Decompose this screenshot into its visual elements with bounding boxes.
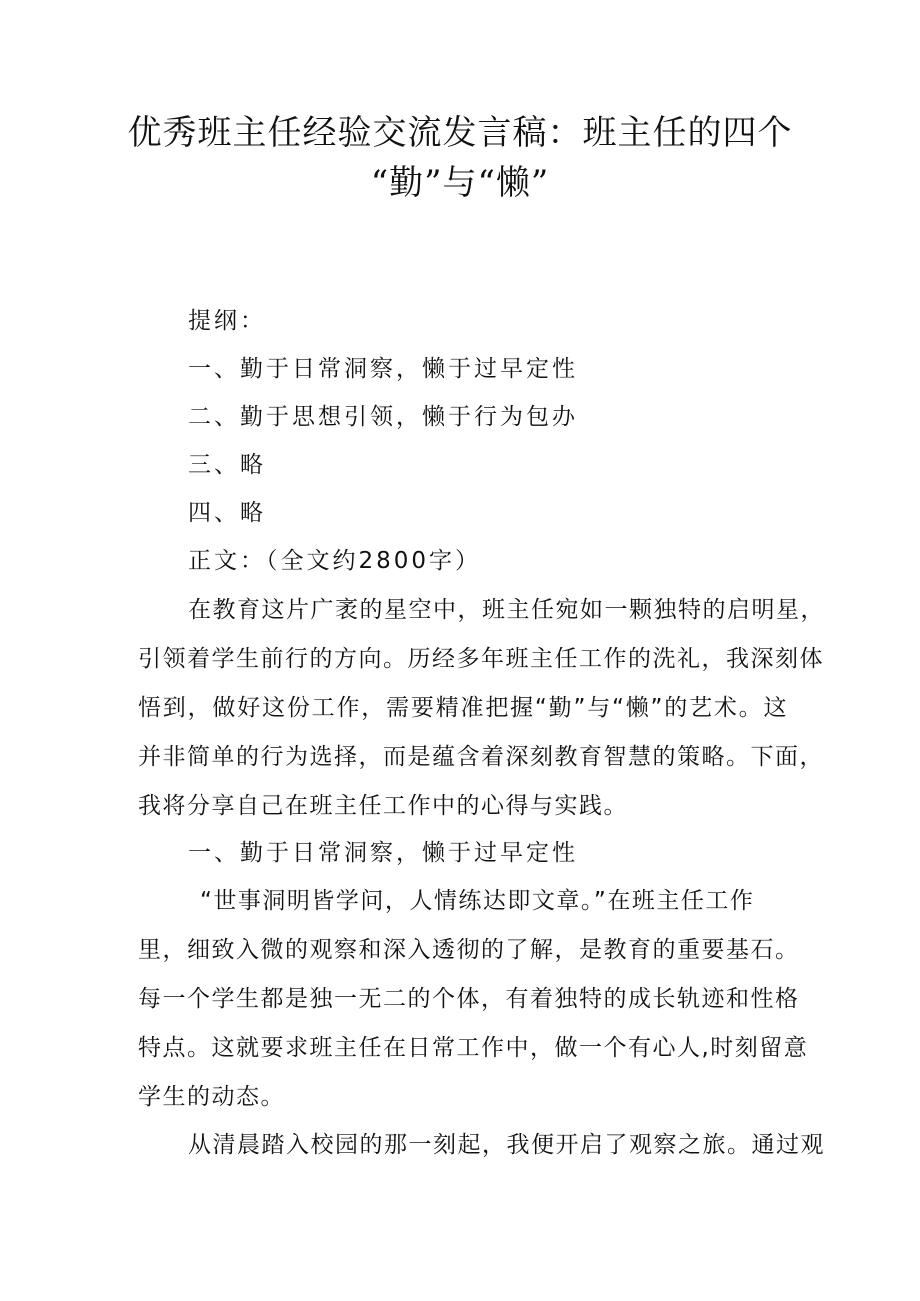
outline-item-3: 三、略 xyxy=(188,452,266,478)
section1-line-2: 里，细致入微的观察和深入透彻的了解，是教育的重要基石。 xyxy=(138,937,800,963)
section1-heading: 一、勤于日常洞察，懒于过早定性 xyxy=(188,840,578,866)
section1-line-4: 特点。这就要求班主任在日常工作中，做一个有心人,时刻留意 xyxy=(138,1035,809,1061)
intro-line-2: 引领着学生前行的方向。历经多年班主任工作的洗礼，我深刻体 xyxy=(138,646,824,672)
section1-line-1: “世事洞明皆学问，人情练达即文章。”在班主任工作 xyxy=(200,888,755,914)
section1-next-line: 从清晨踏入校园的那一刻起，我便开启了观察之旅。通过观 xyxy=(188,1132,825,1158)
outline-item-4: 四、略 xyxy=(188,500,266,526)
document-title-line-2: “勤”与“懒” xyxy=(370,163,550,203)
body-label: 正文：（全文约2800字） xyxy=(188,548,482,574)
outline-heading: 提纲： xyxy=(188,308,266,334)
document-title-line-1: 优秀班主任经验交流发言稿：班主任的四个 xyxy=(127,113,793,153)
intro-line-4: 并非简单的行为选择，而是蕴含着深刻教育智慧的策略。下面， xyxy=(138,744,824,770)
intro-line-3: 悟到，做好这份工作，需要精准把握“勤”与“懒”的艺术。这 xyxy=(138,695,788,721)
outline-item-1: 一、勤于日常洞察，懒于过早定性 xyxy=(188,356,578,382)
section1-line-3: 每一个学生都是独一无二的个体，有着独特的成长轨迹和性格 xyxy=(138,986,800,1012)
intro-line-1: 在教育这片广袤的星空中，班主任宛如一颗独特的启明星， xyxy=(188,597,825,623)
section1-line-5: 学生的动态。 xyxy=(138,1084,285,1110)
outline-item-2: 二、勤于思想引领，懒于行为包办 xyxy=(188,404,578,430)
intro-line-5: 我将分享自己在班主任工作中的心得与实践。 xyxy=(138,793,628,819)
